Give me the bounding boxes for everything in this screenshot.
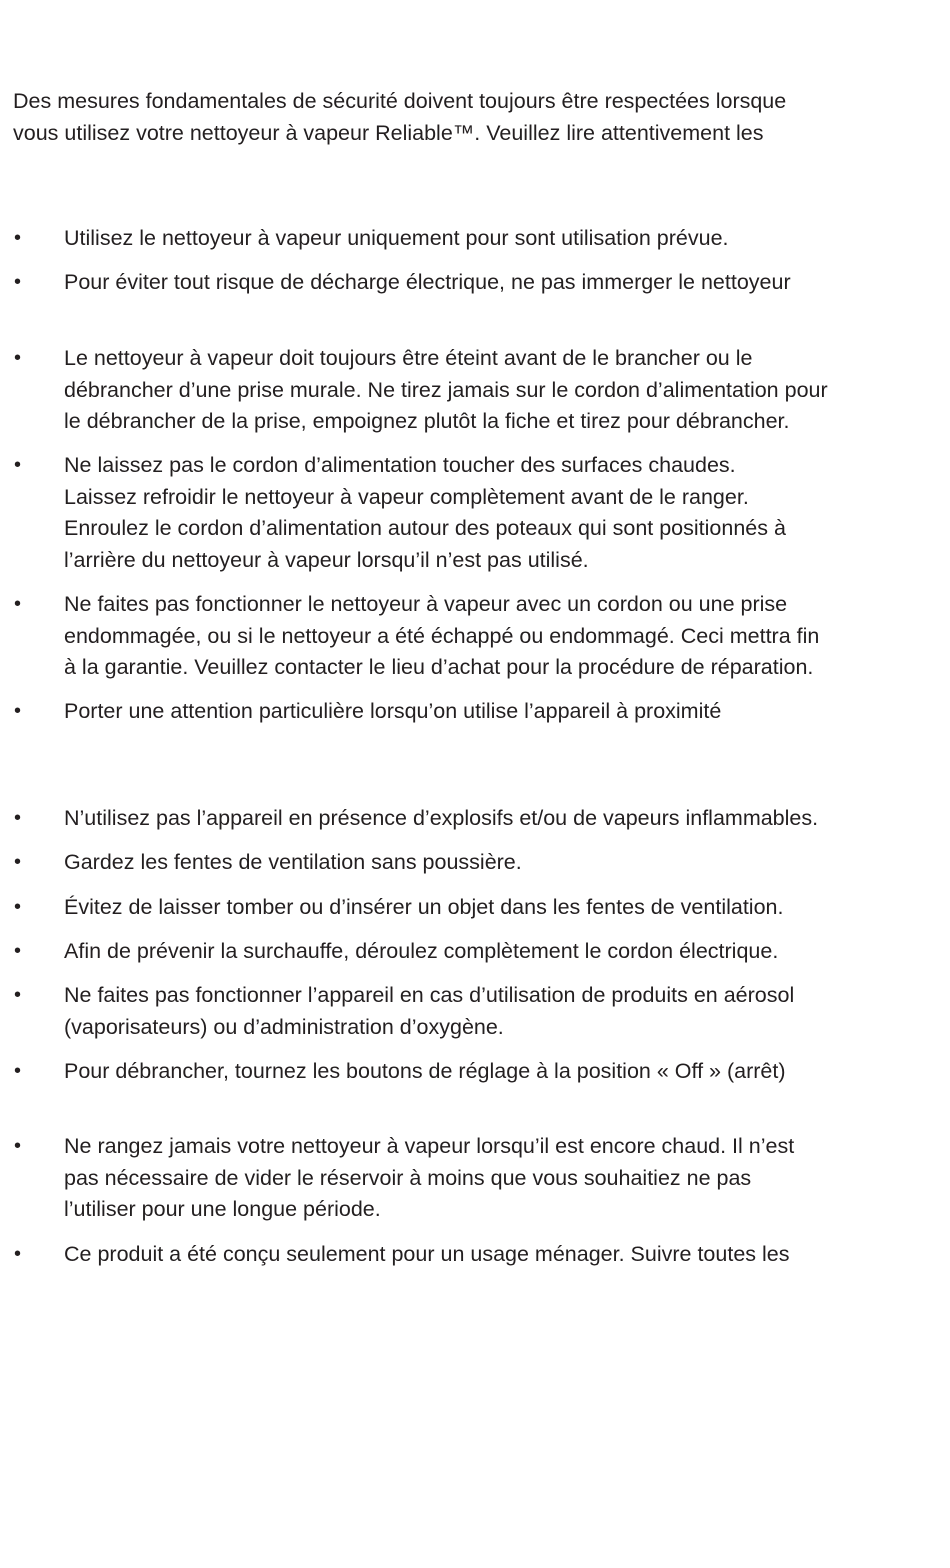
safety-item-line: pas nécessaire de vider le réservoir à moins que vous souhaitiez ne pas [64,1165,752,1190]
bullet-icon: • [14,1135,22,1157]
safety-item-text [64,450,786,576]
safety-item-line: Pour éviter tout risque de décharge électrique, ne pas immerger le nettoyeur [64,270,791,294]
safety-item-text [64,803,818,835]
safety-item-text [64,1239,789,1271]
bullet-icon: • [14,807,22,829]
safety-item-text [64,343,828,438]
safety-item-text [64,589,819,684]
bullet-icon: • [14,593,22,615]
safety-item-line: Gardez les fentes de ventilation sans poussière. [64,850,522,874]
safety-item-text [64,980,794,1043]
safety-item-line: Ne faites pas fonctionner l’appareil en cas d’utilisation de produits en aérosol [64,983,795,1007]
safety-item-text [64,223,729,255]
safety-item-line: Le nettoyeur à vapeur doit toujours être éteint avant de le brancher ou le [64,346,753,370]
bullet-icon: • [14,1243,22,1265]
safety-item-line: l’utiliser pour une longue période. [64,1197,381,1221]
bullet-icon: • [14,454,22,476]
safety-item-text [64,892,783,924]
bullet-icon: • [14,700,22,722]
safety-item-line: Ne laissez pas le cordon d’alimentation toucher des surfaces chaudes. [64,453,736,477]
safety-item-text [64,936,778,968]
safety-item-line: Ce produit a été conçu seulement pour un usage ménager. Suivre toutes les [64,1242,790,1266]
safety-item-line: Pour débrancher, tournez les boutons de réglage à la position « Off » (arrêt) [64,1059,786,1083]
safety-item-line: Utilisez le nettoyeur à vapeur uniquement pour sont utilisation prévue. [64,226,729,250]
safety-item-line: Ne faites pas fonctionner le nettoyeur à vapeur avec un cordon ou une prise [64,592,788,616]
safety-item-line: Afin de prévenir la surchauffe, déroulez complètement le cordon électrique. [64,939,779,963]
bullet-icon: • [14,896,22,918]
safety-item-text [64,1131,794,1226]
intro-line: vous utilisez votre nettoyeur à vapeur Reliable™. Veuillez lire attentivement les [13,120,764,145]
safety-item-line: (vaporisateurs) ou d’administration d’oxygène. [64,1014,504,1039]
safety-item-line: le débrancher de la prise, empoignez plutôt la fiche et tirez pour débrancher. [64,409,790,433]
bullet-icon: • [14,851,22,873]
intro-line: Des mesures fondamentales de sécurité doivent toujours être respectées lorsque [13,89,787,113]
safety-item-line: l’arrière du nettoyeur à vapeur lorsqu’il n’est pas utilisé. [64,547,589,572]
safety-item-line: Évitez de laisser tomber ou d’insérer un objet dans les fentes de ventilation. [64,895,784,919]
safety-item-line: débrancher d’une prise murale. Ne tirez jamais sur le cordon d’alimentation pour [64,377,828,402]
safety-item-line: N’utilisez pas l’appareil en présence d’explosifs et/ou de vapeurs inflammables. [64,806,819,830]
bullet-icon: • [14,984,22,1006]
safety-item-line: Enroulez le cordon d’alimentation autour des poteaux qui sont positionnés à [64,516,786,540]
safety-item-line: à la garantie. Veuillez contacter le lieu d’achat pour la procédure de réparation. [64,655,814,679]
bullet-icon: • [14,1060,22,1082]
safety-item-line: Laissez refroidir le nettoyeur à vapeur complètement avant de le ranger. [64,484,749,509]
safety-item-text [64,1056,786,1088]
safety-item-line: endommagée, ou si le nettoyeur a été échappé ou endommagé. Ceci mettra fin [64,623,820,648]
bullet-icon: • [14,271,22,293]
intro-paragraph [13,86,948,149]
safety-item-text [64,267,791,299]
bullet-icon: • [14,227,22,249]
safety-item-line: Porter une attention particulière lorsqu’on utilise l’appareil à proximité [64,699,722,723]
bullet-icon: • [14,940,22,962]
safety-item-text [64,847,522,879]
safety-item-line: Ne rangez jamais votre nettoyeur à vapeur lorsqu’il est encore chaud. Il n’est [64,1134,795,1158]
bullet-icon: • [14,347,22,369]
safety-item-text [64,696,721,728]
